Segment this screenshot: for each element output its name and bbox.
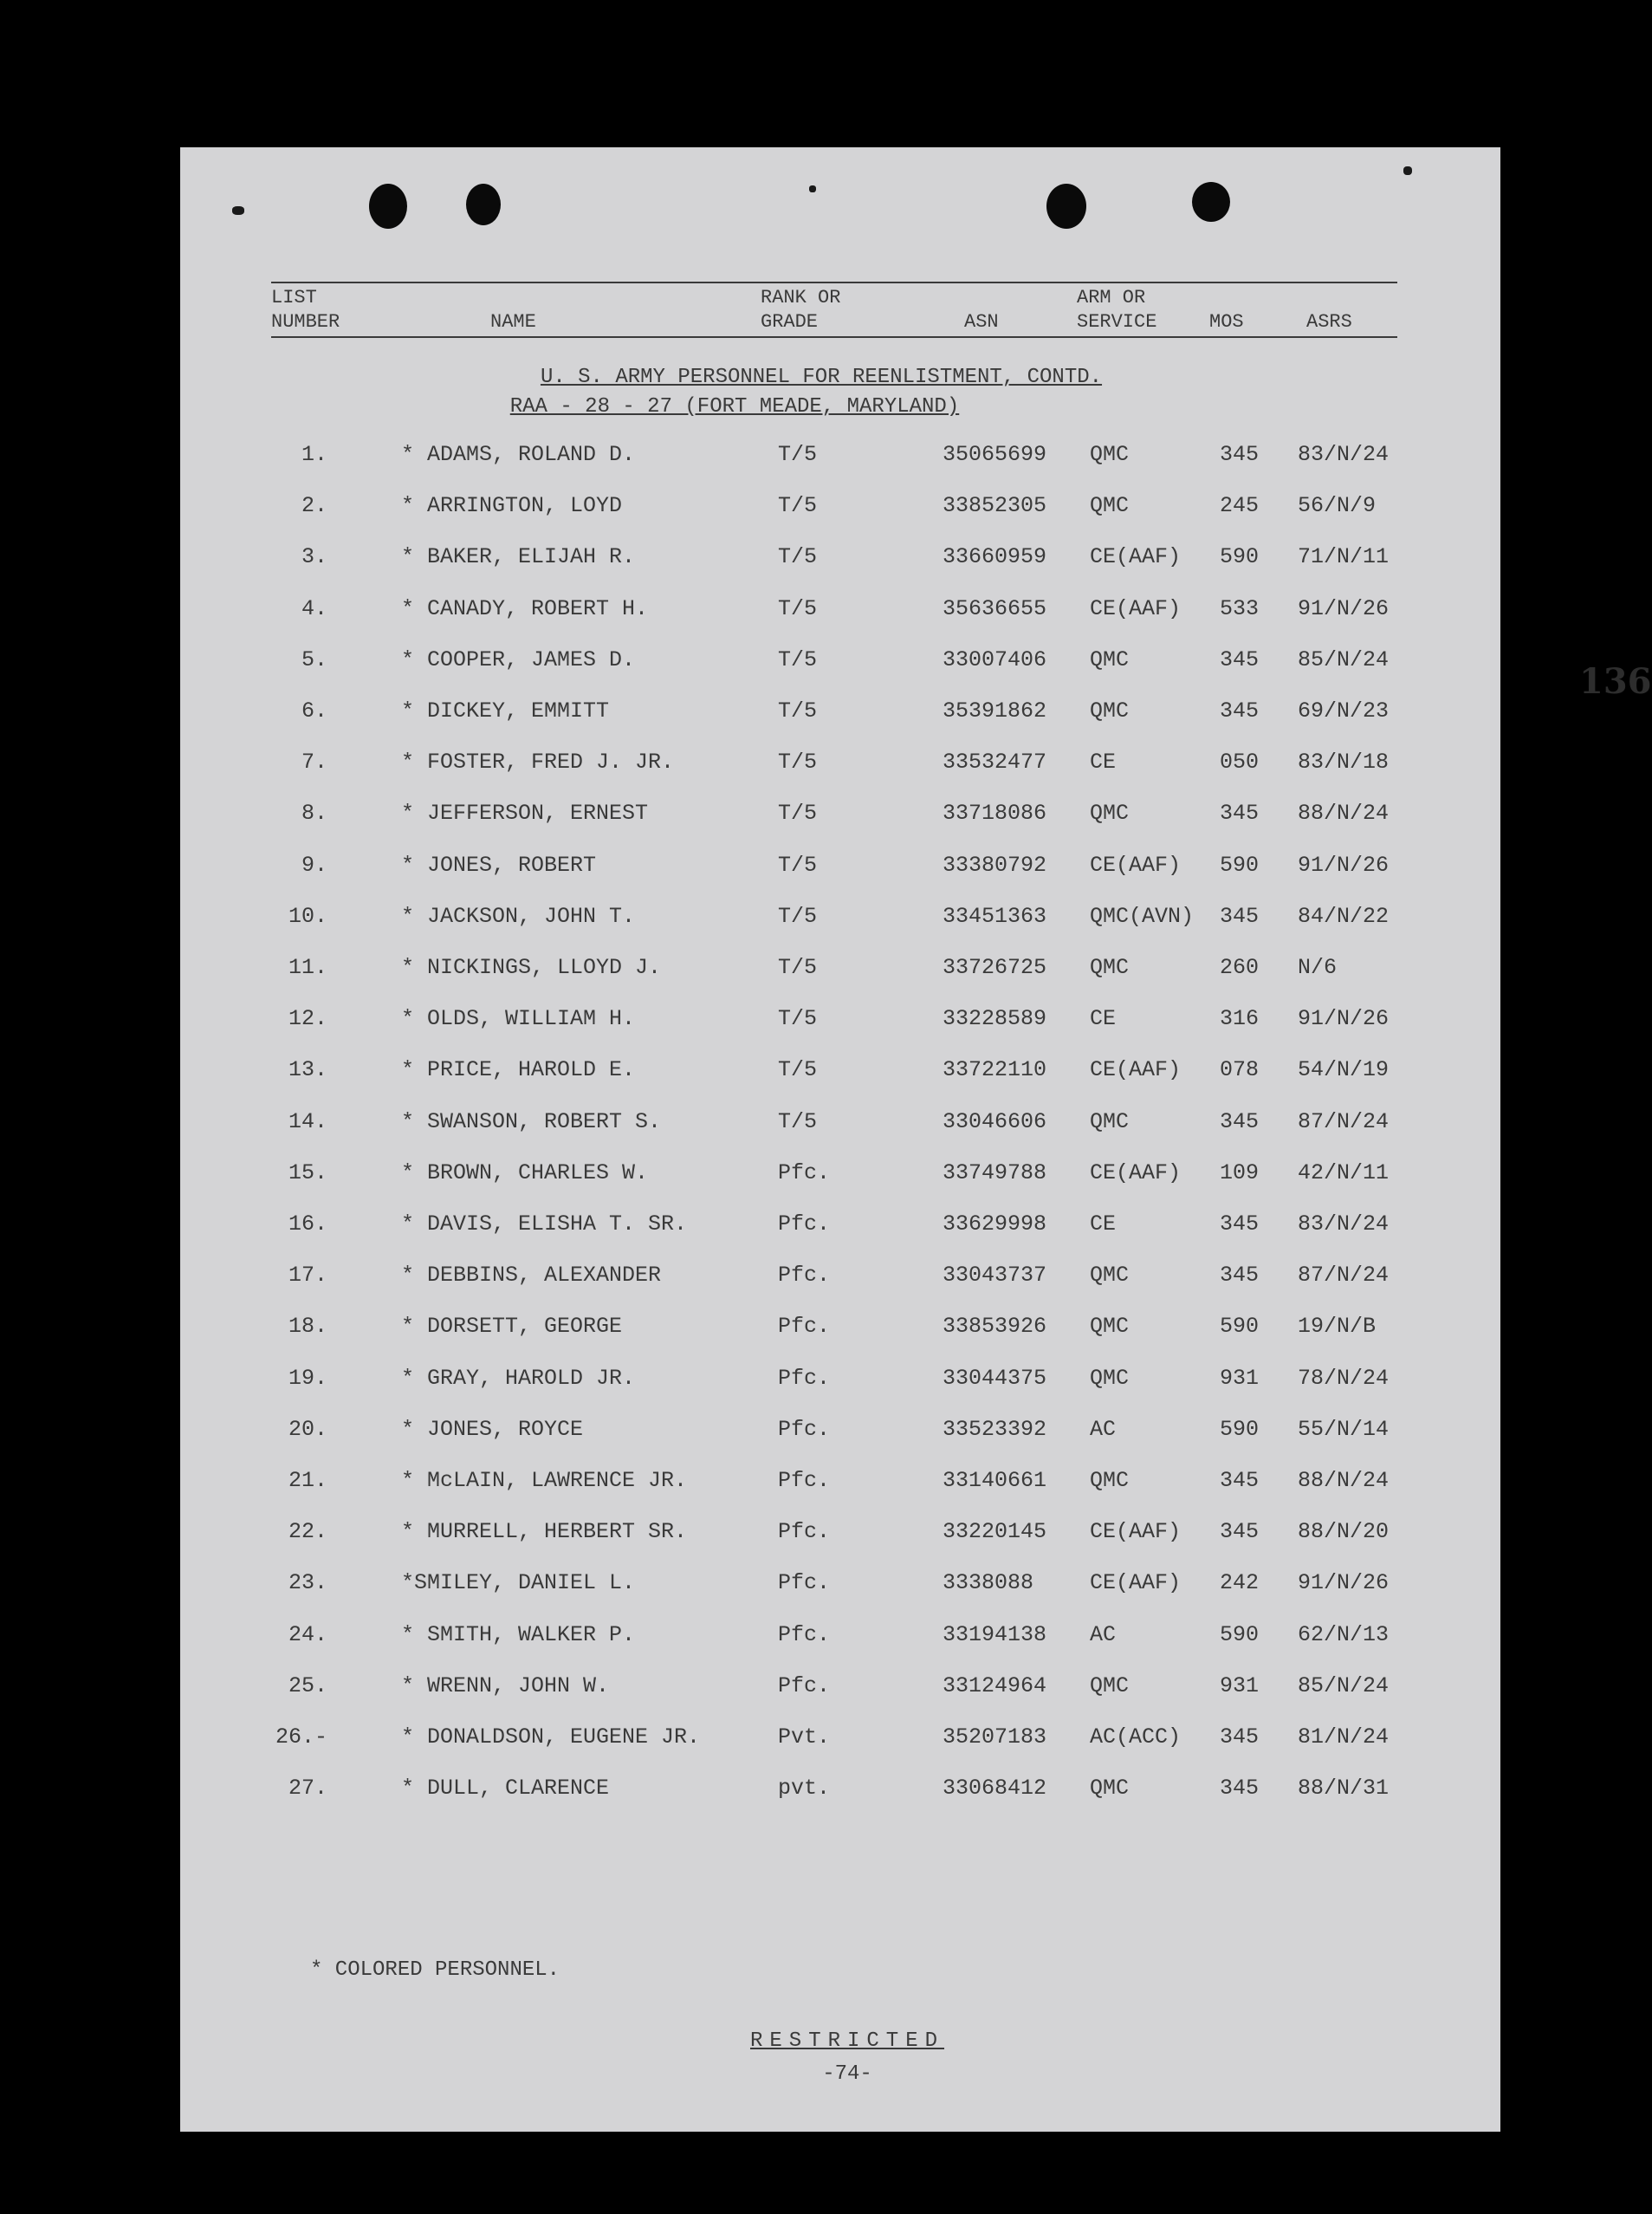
cell-num: 2. bbox=[301, 493, 327, 518]
table-row bbox=[180, 1468, 1500, 1503]
cell-mos: 316 bbox=[1220, 1006, 1260, 1031]
cell-name: * MURRELL, HERBERT SR. bbox=[401, 1519, 688, 1544]
cell-num: 18. bbox=[288, 1314, 327, 1339]
cell-asn: 33194138 bbox=[943, 1622, 1047, 1647]
punch-hole bbox=[1192, 182, 1230, 222]
cell-grade: Pfc. bbox=[778, 1468, 831, 1493]
cell-grade: T/5 bbox=[778, 801, 818, 826]
cell-asn: 33380792 bbox=[943, 853, 1047, 878]
cell-num: 10. bbox=[288, 904, 327, 929]
table-row bbox=[180, 801, 1500, 835]
cell-arm: AC bbox=[1090, 1417, 1117, 1442]
cell-asrs: 19/N/B bbox=[1298, 1314, 1377, 1339]
header-rank: RANK OR GRADE bbox=[761, 287, 841, 333]
table-row bbox=[180, 1109, 1500, 1144]
cell-name: * DULL, CLARENCE bbox=[401, 1776, 610, 1801]
cell-asrs: 87/N/24 bbox=[1298, 1109, 1390, 1134]
cell-asrs: 71/N/11 bbox=[1298, 544, 1390, 569]
cell-num: 21. bbox=[288, 1468, 327, 1493]
cell-grade: Pvt. bbox=[778, 1724, 831, 1750]
cell-arm: QMC bbox=[1090, 801, 1130, 826]
cell-mos: 260 bbox=[1220, 955, 1260, 980]
table-row bbox=[180, 1263, 1500, 1297]
cell-grade: T/5 bbox=[778, 596, 818, 621]
header-asrs: ASRS bbox=[1306, 311, 1352, 333]
cell-num: 26.- bbox=[275, 1724, 327, 1750]
cell-name: * DEBBINS, ALEXANDER bbox=[401, 1263, 662, 1288]
cell-name: * CANADY, ROBERT H. bbox=[401, 596, 649, 621]
table-row bbox=[180, 750, 1500, 784]
cell-mos: 109 bbox=[1220, 1160, 1260, 1185]
cell-name: * BAKER, ELIJAH R. bbox=[401, 544, 636, 569]
table-row bbox=[180, 955, 1500, 990]
table-row bbox=[180, 1006, 1500, 1041]
cell-name: *SMILEY, DANIEL L. bbox=[401, 1570, 636, 1595]
table-row bbox=[180, 1776, 1500, 1810]
cell-asn: 33629998 bbox=[943, 1211, 1047, 1237]
cell-asrs: N/6 bbox=[1298, 955, 1338, 980]
cell-mos: 345 bbox=[1220, 1211, 1260, 1237]
cell-mos: 590 bbox=[1220, 1417, 1260, 1442]
table-row bbox=[180, 1417, 1500, 1451]
cell-mos: 931 bbox=[1220, 1366, 1260, 1391]
cell-mos: 078 bbox=[1220, 1057, 1260, 1082]
title-line1: U. S. ARMY PERSONNEL FOR REENLISTMENT, CONTD. bbox=[540, 366, 1103, 389]
cell-asrs: 83/N/18 bbox=[1298, 750, 1390, 775]
cell-mos: 590 bbox=[1220, 1314, 1260, 1339]
cell-num: 25. bbox=[288, 1673, 327, 1698]
cell-mos: 345 bbox=[1220, 1109, 1260, 1134]
cell-arm: CE(AAF) bbox=[1090, 544, 1182, 569]
cell-asn: 33068412 bbox=[943, 1776, 1047, 1801]
cell-name: * COOPER, JAMES D. bbox=[401, 647, 636, 672]
header-mos: MOS bbox=[1209, 311, 1244, 333]
cell-grade: T/5 bbox=[778, 904, 818, 929]
cell-grade: Pfc. bbox=[778, 1570, 831, 1595]
header-top-rule bbox=[271, 282, 1397, 283]
punch-hole bbox=[1046, 184, 1086, 229]
speck bbox=[809, 185, 816, 192]
cell-asn: 33532477 bbox=[943, 750, 1047, 775]
cell-num: 13. bbox=[288, 1057, 327, 1082]
cell-asn: 33044375 bbox=[943, 1366, 1047, 1391]
cell-asrs: 88/N/24 bbox=[1298, 1468, 1390, 1493]
cell-asrs: 56/N/9 bbox=[1298, 493, 1377, 518]
document-page bbox=[180, 147, 1652, 2132]
table-row bbox=[180, 493, 1500, 528]
cell-name: * NICKINGS, LLOYD J. bbox=[401, 955, 662, 980]
table-row bbox=[180, 904, 1500, 938]
table-row bbox=[180, 853, 1500, 887]
stamp-number: 136 bbox=[1579, 661, 1652, 702]
cell-num: 20. bbox=[288, 1417, 327, 1442]
cell-asn: 3338088 bbox=[943, 1570, 1034, 1595]
cell-grade: T/5 bbox=[778, 698, 818, 724]
cell-mos: 931 bbox=[1220, 1673, 1260, 1698]
cell-asn: 33852305 bbox=[943, 493, 1047, 518]
cell-arm: AC(ACC) bbox=[1090, 1724, 1182, 1750]
cell-grade: T/5 bbox=[778, 1006, 818, 1031]
cell-asrs: 88/N/20 bbox=[1298, 1519, 1390, 1544]
cell-mos: 590 bbox=[1220, 853, 1260, 878]
cell-arm: CE(AAF) bbox=[1090, 1160, 1182, 1185]
cell-arm: CE(AAF) bbox=[1090, 1057, 1182, 1082]
cell-arm: QMC(AVN) bbox=[1090, 904, 1195, 929]
cell-arm: QMC bbox=[1090, 698, 1130, 724]
table-row bbox=[180, 698, 1500, 733]
cell-name: * BROWN, CHARLES W. bbox=[401, 1160, 649, 1185]
cell-asrs: 85/N/24 bbox=[1298, 1673, 1390, 1698]
table-row bbox=[180, 1622, 1500, 1657]
cell-asn: 33523392 bbox=[943, 1417, 1047, 1442]
cell-arm: CE bbox=[1090, 1211, 1117, 1237]
table-row bbox=[180, 1057, 1500, 1092]
cell-grade: T/5 bbox=[778, 955, 818, 980]
cell-asrs: 91/N/26 bbox=[1298, 853, 1390, 878]
cell-mos: 345 bbox=[1220, 1468, 1260, 1493]
cell-num: 11. bbox=[288, 955, 327, 980]
cell-grade: T/5 bbox=[778, 493, 818, 518]
cell-mos: 345 bbox=[1220, 1519, 1260, 1544]
table-row bbox=[180, 1673, 1500, 1708]
table-row bbox=[180, 544, 1500, 579]
cell-num: 4. bbox=[301, 596, 327, 621]
cell-arm: QMC bbox=[1090, 955, 1130, 980]
cell-name: * McLAIN, LAWRENCE JR. bbox=[401, 1468, 688, 1493]
table-row bbox=[180, 1160, 1500, 1195]
cell-arm: QMC bbox=[1090, 1366, 1130, 1391]
cell-num: 5. bbox=[301, 647, 327, 672]
cell-asrs: 88/N/31 bbox=[1298, 1776, 1390, 1801]
cell-num: 22. bbox=[288, 1519, 327, 1544]
cell-asrs: 81/N/24 bbox=[1298, 1724, 1390, 1750]
cell-asrs: 87/N/24 bbox=[1298, 1263, 1390, 1288]
header-asn: ASN bbox=[964, 311, 999, 333]
cell-num: 3. bbox=[301, 544, 327, 569]
cell-mos: 345 bbox=[1220, 442, 1260, 467]
cell-asrs: 55/N/14 bbox=[1298, 1417, 1390, 1442]
cell-grade: Pfc. bbox=[778, 1211, 831, 1237]
cell-asrs: 84/N/22 bbox=[1298, 904, 1390, 929]
cell-arm: CE bbox=[1090, 750, 1117, 775]
cell-mos: 590 bbox=[1220, 544, 1260, 569]
cell-mos: 345 bbox=[1220, 801, 1260, 826]
cell-grade: T/5 bbox=[778, 1057, 818, 1082]
table-row bbox=[180, 1570, 1500, 1605]
table-row bbox=[180, 1211, 1500, 1246]
cell-name: * JONES, ROYCE bbox=[401, 1417, 584, 1442]
cell-num: 19. bbox=[288, 1366, 327, 1391]
cell-name: * FOSTER, FRED J. JR. bbox=[401, 750, 675, 775]
cell-name: * ARRINGTON, LOYD bbox=[401, 493, 623, 518]
cell-grade: Pfc. bbox=[778, 1314, 831, 1339]
cell-asn: 35391862 bbox=[943, 698, 1047, 724]
cell-asrs: 42/N/11 bbox=[1298, 1160, 1390, 1185]
cell-asn: 33046606 bbox=[943, 1109, 1047, 1134]
cell-arm: AC bbox=[1090, 1622, 1117, 1647]
cell-grade: Pfc. bbox=[778, 1519, 831, 1544]
header-list-number: LIST NUMBER bbox=[271, 287, 340, 333]
cell-name: * PRICE, HAROLD E. bbox=[401, 1057, 636, 1082]
cell-grade: pvt. bbox=[778, 1776, 831, 1801]
cell-asrs: 91/N/26 bbox=[1298, 596, 1390, 621]
cell-num: 17. bbox=[288, 1263, 327, 1288]
cell-asrs: 88/N/24 bbox=[1298, 801, 1390, 826]
cell-arm: CE(AAF) bbox=[1090, 1519, 1182, 1544]
cell-grade: T/5 bbox=[778, 544, 818, 569]
cell-name: * DONALDSON, EUGENE JR. bbox=[401, 1724, 701, 1750]
cell-name: * SWANSON, ROBERT S. bbox=[401, 1109, 662, 1134]
cell-asn: 33718086 bbox=[943, 801, 1047, 826]
cell-num: 1. bbox=[301, 442, 327, 467]
cell-mos: 050 bbox=[1220, 750, 1260, 775]
cell-asrs: 54/N/19 bbox=[1298, 1057, 1390, 1082]
cell-asn: 33726725 bbox=[943, 955, 1047, 980]
title-line2: RAA - 28 - 27 (FORT MEADE, MARYLAND) bbox=[509, 395, 960, 419]
cell-num: 24. bbox=[288, 1622, 327, 1647]
cell-name: * JONES, ROBERT bbox=[401, 853, 597, 878]
cell-num: 14. bbox=[288, 1109, 327, 1134]
cell-asn: 33220145 bbox=[943, 1519, 1047, 1544]
cell-grade: T/5 bbox=[778, 647, 818, 672]
cell-arm: CE(AAF) bbox=[1090, 1570, 1182, 1595]
table-row bbox=[180, 1314, 1500, 1348]
cell-mos: 590 bbox=[1220, 1622, 1260, 1647]
cell-asrs: 91/N/26 bbox=[1298, 1570, 1390, 1595]
cell-name: * SMITH, WALKER P. bbox=[401, 1622, 636, 1647]
cell-mos: 245 bbox=[1220, 493, 1260, 518]
cell-asn: 33140661 bbox=[943, 1468, 1047, 1493]
cell-asn: 33722110 bbox=[943, 1057, 1047, 1082]
speck bbox=[1403, 166, 1412, 175]
cell-arm: QMC bbox=[1090, 1468, 1130, 1493]
cell-asn: 33853926 bbox=[943, 1314, 1047, 1339]
cell-mos: 242 bbox=[1220, 1570, 1260, 1595]
cell-asrs: 85/N/24 bbox=[1298, 647, 1390, 672]
cell-name: * ADAMS, ROLAND D. bbox=[401, 442, 636, 467]
cell-asn: 33749788 bbox=[943, 1160, 1047, 1185]
cell-name: * WRENN, JOHN W. bbox=[401, 1673, 610, 1698]
header-bottom-rule bbox=[271, 336, 1397, 338]
cell-arm: QMC bbox=[1090, 442, 1130, 467]
cell-asn: 33043737 bbox=[943, 1263, 1047, 1288]
cell-arm: QMC bbox=[1090, 1263, 1130, 1288]
cell-mos: 345 bbox=[1220, 1263, 1260, 1288]
cell-name: * DICKEY, EMMITT bbox=[401, 698, 610, 724]
cell-num: 8. bbox=[301, 801, 327, 826]
cell-grade: T/5 bbox=[778, 750, 818, 775]
cell-arm: QMC bbox=[1090, 647, 1130, 672]
cell-name: * DAVIS, ELISHA T. SR. bbox=[401, 1211, 688, 1237]
footnote: * COLORED PERSONNEL. bbox=[310, 1958, 560, 1982]
cell-mos: 345 bbox=[1220, 1776, 1260, 1801]
cell-arm: CE(AAF) bbox=[1090, 853, 1182, 878]
cell-mos: 345 bbox=[1220, 698, 1260, 724]
cell-grade: T/5 bbox=[778, 853, 818, 878]
header-name: NAME bbox=[490, 311, 536, 333]
cell-grade: Pfc. bbox=[778, 1263, 831, 1288]
cell-num: 9. bbox=[301, 853, 327, 878]
cell-asn: 33451363 bbox=[943, 904, 1047, 929]
punch-hole bbox=[466, 184, 501, 225]
cell-num: 6. bbox=[301, 698, 327, 724]
cell-grade: T/5 bbox=[778, 1109, 818, 1134]
cell-asn: 33124964 bbox=[943, 1673, 1047, 1698]
cell-mos: 345 bbox=[1220, 904, 1260, 929]
cell-arm: CE bbox=[1090, 1006, 1117, 1031]
cell-arm: QMC bbox=[1090, 1673, 1130, 1698]
cell-mos: 345 bbox=[1220, 647, 1260, 672]
cell-asrs: 91/N/26 bbox=[1298, 1006, 1390, 1031]
cell-name: * JACKSON, JOHN T. bbox=[401, 904, 636, 929]
table-row bbox=[180, 1724, 1500, 1759]
cell-arm: QMC bbox=[1090, 493, 1130, 518]
cell-asrs: 62/N/13 bbox=[1298, 1622, 1390, 1647]
cell-asn: 35065699 bbox=[943, 442, 1047, 467]
cell-arm: QMC bbox=[1090, 1314, 1130, 1339]
cell-mos: 533 bbox=[1220, 596, 1260, 621]
speck bbox=[232, 206, 244, 215]
table-row bbox=[180, 647, 1500, 682]
cell-num: 27. bbox=[288, 1776, 327, 1801]
cell-asn: 33007406 bbox=[943, 647, 1047, 672]
cell-grade: Pfc. bbox=[778, 1673, 831, 1698]
cell-num: 15. bbox=[288, 1160, 327, 1185]
cell-arm: QMC bbox=[1090, 1776, 1130, 1801]
cell-num: 7. bbox=[301, 750, 327, 775]
cell-asn: 33228589 bbox=[943, 1006, 1047, 1031]
table-row bbox=[180, 1366, 1500, 1400]
restricted-label: RESTRICTED bbox=[749, 2029, 945, 2053]
cell-asn: 35636655 bbox=[943, 596, 1047, 621]
cell-name: * DORSETT, GEORGE bbox=[401, 1314, 623, 1339]
table-row bbox=[180, 596, 1500, 631]
cell-grade: Pfc. bbox=[778, 1622, 831, 1647]
punch-hole bbox=[369, 184, 407, 229]
page-number: -74- bbox=[822, 2062, 872, 2086]
cell-grade: Pfc. bbox=[778, 1366, 831, 1391]
header-arm-service: ARM OR SERVICE bbox=[1077, 287, 1157, 333]
cell-asrs: 69/N/23 bbox=[1298, 698, 1390, 724]
table-row bbox=[180, 442, 1500, 477]
cell-mos: 345 bbox=[1220, 1724, 1260, 1750]
cell-num: 16. bbox=[288, 1211, 327, 1237]
cell-name: * GRAY, HAROLD JR. bbox=[401, 1366, 636, 1391]
cell-num: 12. bbox=[288, 1006, 327, 1031]
cell-grade: Pfc. bbox=[778, 1160, 831, 1185]
cell-arm: QMC bbox=[1090, 1109, 1130, 1134]
cell-asrs: 78/N/24 bbox=[1298, 1366, 1390, 1391]
cell-asrs: 83/N/24 bbox=[1298, 442, 1390, 467]
cell-arm: CE(AAF) bbox=[1090, 596, 1182, 621]
cell-asn: 35207183 bbox=[943, 1724, 1047, 1750]
table-row bbox=[180, 1519, 1500, 1554]
cell-grade: T/5 bbox=[778, 442, 818, 467]
cell-name: * JEFFERSON, ERNEST bbox=[401, 801, 649, 826]
cell-grade: Pfc. bbox=[778, 1417, 831, 1442]
cell-asn: 33660959 bbox=[943, 544, 1047, 569]
cell-asrs: 83/N/24 bbox=[1298, 1211, 1390, 1237]
cell-num: 23. bbox=[288, 1570, 327, 1595]
cell-name: * OLDS, WILLIAM H. bbox=[401, 1006, 636, 1031]
